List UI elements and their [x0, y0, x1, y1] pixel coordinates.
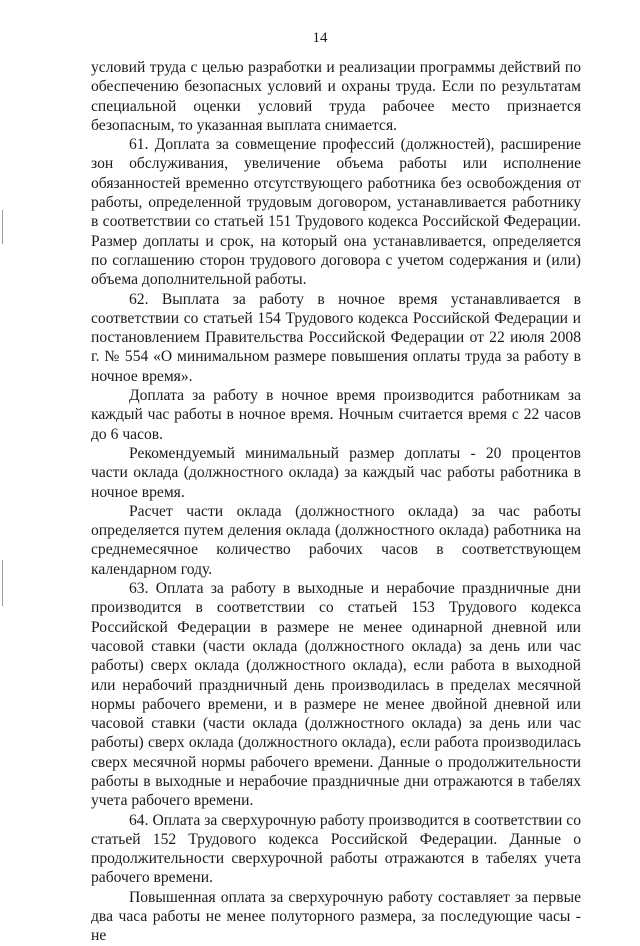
paragraph-calculation: Расчет части оклада (должностного оклада) за час работы определяется путем деления оклада (должностного оклада) работника на среднемесячное количество рабочих часов в соответствующем календарном году. [91, 502, 581, 578]
document-body [91, 58, 581, 946]
scan-edge-mark [2, 560, 3, 606]
paragraph-62: 62. Выплата за работу в ночное время устанавливается в соответствии со статьей 154 Трудового кодекса Российской Федерации и постановлением Правительства Российской Федерации от 22 июля 2008 г. № 554 «О минимальном размере повышения оплаты труда за работу в ночное время». [91, 290, 581, 385]
scan-edge-mark [2, 210, 3, 244]
paragraph-recommended-rate: Рекомендуемый минимальный размер доплаты - 20 процентов части оклада (должностного оклада) за каждый час работы работника в ночное время. [91, 444, 581, 501]
paragraph-63: 63. Оплата за работу в выходные и нерабочие праздничные дни производится в соответствии со статьей 153 Трудового кодекса Российской Федерации в размере не менее одинарной дневной или часовой ставки (части оклада (должностного оклада) за день или час работы) сверх оклада (должностного оклада), если работа в выходной или нерабочий праздничный день производилась в пределах месячной нормы рабочего времени, и в размере не менее двойной дневной или часовой ставки (части оклада (должностного оклада) за день или час работы) сверх оклада (должностного оклада), если работа производилась сверх месячной нормы рабочего времени. Данные о продолжительности работы в выходные и нерабочие праздничные дни отражаются в табелях учета рабочего времени. [91, 580, 581, 810]
paragraph-64: 64. Оплата за сверхурочную работу производится в соответствии со статьей 152 Трудового кодекса Российской Федерации. Данные о продолжительности сверхурочной работы отражаются в табелях учета рабочего времени. [91, 811, 581, 887]
paragraph-61: 61. Доплата за совмещение профессий (должностей), расширение зон обслуживания, увеличение объема работы или исполнение обязанностей временно отсутствующего работника без освобождения от работы, определенной трудовым договором, устанавливается работнику в соответствии со статьей 151 Трудового кодекса Российской Федерации. Размер доплаты и срок, на который она устанавливается, определяется по соглашению сторон трудового договора с учетом содержания и (или) объема дополнительной работы. [91, 136, 581, 289]
paragraph-overtime: Повышенная оплата за сверхурочную работу составляет за первые два часа работы не менее полуторного размера, за последующие часы - не [91, 888, 581, 945]
page-number: 14 [312, 30, 328, 46]
paragraph-continuation: условий труда с целью разработки и реализации программы действий по обеспечению безопасных условий и охраны труда. Если по результатам специальной оценки условий труда рабочее место признается безопасным, то указанная выплата снимается. [91, 59, 581, 134]
paragraph-night-pay: Доплата за работу в ночное время производится работникам за каждый час работы в ночное время. Ночным считается время с 22 часов до 6 часов. [91, 387, 581, 443]
